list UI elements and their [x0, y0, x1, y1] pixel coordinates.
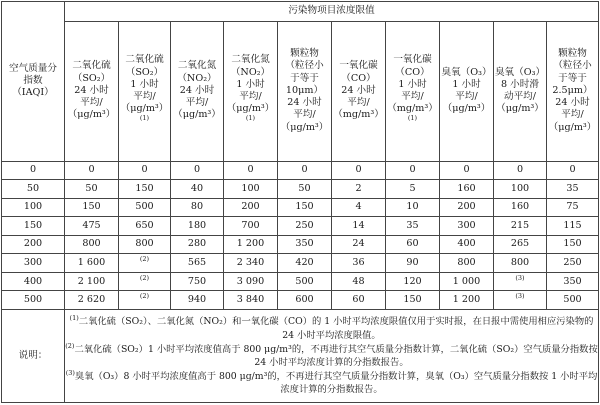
iaqi-value-cell	[2, 217, 65, 236]
cell-value: 3 090	[236, 275, 265, 287]
note-text: 二氧化硫（SO₂）1 小时平均浓度值高于 800 μg/m³的，不再进行其空气质量分指数计算，二氧化硫（SO₂）空气质量分指数按 24 小时平均浓度计算的分指数报告。	[74, 343, 598, 369]
cell-value: 0	[247, 164, 254, 176]
column-header-line: （CO）	[395, 66, 430, 78]
limit-value-cell	[494, 272, 547, 291]
column-header-line: 24 小时	[555, 97, 590, 109]
iaqi-value-cell	[2, 254, 65, 273]
cell-value: 50	[298, 182, 311, 194]
limit-value-cell	[547, 180, 599, 199]
column-header-line: （粒径小	[285, 60, 324, 72]
cell-value: 940	[187, 294, 207, 306]
column-header-line: 一氧化碳	[393, 54, 432, 66]
table-row	[2, 235, 599, 254]
cell-value: 400	[457, 238, 476, 250]
limit-value-cell	[386, 272, 440, 291]
column-header-line: （mg/m³）	[387, 103, 438, 115]
column-header-line: 平均/	[80, 97, 103, 109]
cell-value: 800	[135, 238, 154, 250]
limit-value-cell	[119, 217, 171, 236]
limit-value-cell	[494, 161, 547, 180]
limit-value-cell	[332, 254, 386, 273]
limit-value-cell	[65, 217, 119, 236]
cell-value: 2	[355, 182, 362, 194]
cell-value: 800	[510, 256, 530, 268]
cell-value: 150	[82, 201, 101, 213]
column-header-line: 24 小时	[179, 84, 215, 96]
iaqi-value-cell	[2, 291, 65, 310]
table-row	[2, 254, 599, 273]
limit-value-cell	[278, 291, 332, 310]
cell-value: 500	[563, 294, 582, 306]
limit-value-cell	[65, 198, 119, 217]
cell-value: 180	[187, 219, 207, 231]
column-header-line: 颗粒物	[558, 48, 587, 60]
limit-value-cell	[278, 272, 332, 291]
column-header-line: （μg/m³）	[496, 103, 544, 115]
limit-value-cell	[547, 161, 599, 180]
cell-value: 200	[457, 201, 476, 213]
limit-value-cell	[494, 254, 547, 273]
limit-value-cell	[440, 198, 494, 217]
limit-value-cell	[65, 272, 119, 291]
cell-value: 300	[23, 256, 43, 268]
cell-value: 350	[295, 238, 314, 250]
cell-value: 3 840	[236, 294, 265, 306]
table-row	[2, 180, 599, 199]
limit-value-cell	[171, 235, 224, 254]
cell-value: 250	[295, 219, 314, 231]
note-3	[65, 370, 598, 396]
column-header-line: 1 小时	[452, 78, 481, 90]
column-header-line: 二氧化氮	[177, 60, 217, 72]
limit-value-cell	[386, 217, 440, 236]
group-header: 污染物项目浓度限值	[65, 2, 599, 22]
cell-value: 0	[301, 164, 308, 176]
cell-value: 500	[23, 294, 43, 306]
column-header-line: （μg/m³）	[67, 109, 116, 121]
cell-value: 1 200	[236, 238, 265, 250]
column-header-6	[386, 21, 440, 161]
cell-value: 700	[241, 219, 260, 231]
cell-value: 0	[569, 164, 576, 176]
cell-value: 1 000	[452, 275, 481, 287]
cell-value: 265	[510, 238, 530, 250]
column-header-line: 平均/	[133, 91, 156, 103]
cell-value: 475	[82, 219, 101, 231]
note-ref-mark: (1)	[245, 113, 256, 122]
cell-value: 50	[85, 182, 98, 194]
column-header-4	[278, 21, 332, 161]
column-header-line: 平均/	[455, 91, 478, 103]
cell-value: 35	[566, 182, 579, 194]
column-header-line: 二氧化氮	[231, 54, 270, 66]
cell-value: 800	[457, 256, 476, 268]
column-header-line: （NO₂）	[177, 72, 217, 84]
limit-value-cell	[440, 291, 494, 310]
limit-value-cell	[171, 161, 224, 180]
limit-value-cell	[386, 180, 440, 199]
row-header-text: 空气质量分指数（IAQI）	[9, 62, 57, 99]
column-header-3	[224, 21, 278, 161]
column-header-line: 二氧化硫	[72, 60, 111, 72]
cell-value: 90	[406, 256, 419, 268]
cell-value: 60	[352, 294, 365, 306]
limit-value-cell	[171, 198, 224, 217]
table-row	[2, 198, 599, 217]
limit-value-cell	[224, 217, 278, 236]
column-header-line: （μg/m³）	[442, 103, 491, 115]
note-text: 二氧化硫（SO₂）、二氧化氮（NO₂）和一氧化碳（CO）的 1 小时平均浓度限值仅用于实时报，在日报中需使用相应污染物的 24 小时平均浓度限值。	[78, 316, 594, 341]
limit-value-cell	[440, 235, 494, 254]
cell-value: 40	[190, 182, 204, 194]
column-header-line: 2.5μm）	[552, 84, 593, 96]
cell-value: 215	[510, 219, 530, 231]
column-header-line: （SO₂）	[72, 72, 111, 84]
table-row	[2, 217, 599, 236]
limit-value-cell	[119, 180, 171, 199]
cell-value: 36	[352, 256, 365, 268]
column-header-line: （μg/m³）	[280, 121, 329, 133]
column-header-line: 平均/	[239, 91, 262, 103]
limit-value-cell	[65, 254, 119, 273]
cell-value: 400	[23, 275, 43, 287]
cell-value: 75	[566, 201, 579, 213]
limit-value-cell	[332, 180, 386, 199]
column-header-last-line	[119, 103, 170, 128]
limit-value-cell	[224, 291, 278, 310]
limit-value-cell	[440, 254, 494, 273]
limit-value-cell	[119, 254, 171, 273]
note-ref-mark: (3)	[515, 291, 525, 300]
iaqi-value-cell	[2, 180, 65, 199]
column-header-line: （μg/m³）	[120, 103, 169, 115]
limit-value-cell	[171, 217, 224, 236]
note-ref-mark: (2)	[139, 254, 150, 263]
limit-value-cell	[119, 161, 171, 180]
limit-value-cell	[224, 254, 278, 273]
column-header-line: （粒径小	[553, 60, 592, 72]
column-header-5	[332, 21, 386, 161]
limit-value-cell	[494, 235, 547, 254]
limit-value-cell	[494, 291, 547, 310]
limit-value-cell	[65, 180, 119, 199]
cell-value: 150	[295, 201, 314, 213]
limit-value-cell	[224, 235, 278, 254]
limit-value-cell	[547, 272, 599, 291]
column-header-line: 一氧化碳	[339, 60, 378, 72]
cell-value: 250	[563, 256, 582, 268]
column-header-7	[440, 21, 494, 161]
limit-value-cell	[494, 198, 547, 217]
column-header-line: 平均/	[561, 109, 584, 121]
cell-value: 0	[516, 164, 524, 176]
limit-value-cell	[224, 272, 278, 291]
limit-value-cell	[119, 235, 171, 254]
note-text: 臭氧（O₃）8 小时平均浓度值高于 800 μg/m³的，不再进行其空气质量分指数计算，臭氧（O₃）空气质量分指数按 1 小时平均浓度计算的分指数报告。	[74, 371, 598, 396]
limit-value-cell	[224, 161, 278, 180]
table-row	[2, 161, 599, 180]
cell-value: 60	[406, 238, 419, 250]
note-ref-mark: (3)	[65, 369, 75, 378]
limit-value-cell	[278, 217, 332, 236]
limit-value-cell	[278, 161, 332, 180]
cell-value: 500	[295, 275, 314, 287]
cell-value: 0	[141, 164, 148, 176]
column-header-row	[2, 21, 599, 161]
column-header-line: （μg/m³）	[548, 121, 597, 133]
limit-value-cell	[440, 180, 494, 199]
limit-value-cell	[440, 217, 494, 236]
cell-value: 80	[190, 201, 204, 213]
column-header-line: 颗粒物	[290, 48, 319, 60]
column-header-line: 于等于	[558, 72, 587, 84]
column-header-line: 二氧化硫	[125, 54, 164, 66]
limit-value-cell	[119, 272, 171, 291]
cell-value: 350	[563, 275, 582, 287]
note-1	[65, 315, 598, 341]
column-header-line: 平均/	[401, 91, 424, 103]
cell-value: 2 620	[77, 294, 106, 306]
column-header-line: （NO₂）	[230, 66, 271, 78]
column-header-line: 24 小时	[74, 84, 109, 96]
column-header-line: 24 小时	[341, 84, 376, 96]
cell-value: 150	[403, 294, 422, 306]
limit-value-cell	[171, 180, 224, 199]
limit-value-cell	[547, 198, 599, 217]
cell-value: 35	[406, 219, 419, 231]
column-header-line: 24 小时	[287, 97, 322, 109]
cell-value: 1 200	[452, 294, 481, 306]
note-ref-mark: (2)	[139, 291, 150, 300]
cell-value: 50	[26, 182, 40, 194]
column-header-line: 10μm）	[285, 84, 324, 96]
limit-value-cell	[119, 198, 171, 217]
limit-value-cell	[65, 235, 119, 254]
cell-value: 600	[295, 294, 314, 306]
limit-value-cell	[224, 198, 278, 217]
limit-value-cell	[332, 235, 386, 254]
limit-value-cell	[278, 254, 332, 273]
limit-value-cell	[332, 198, 386, 217]
cell-value: 300	[457, 219, 476, 231]
cell-value: 500	[135, 201, 154, 213]
cell-value: 150	[135, 182, 154, 194]
column-header-line: 8 小时滑	[501, 78, 539, 90]
cell-value: 200	[23, 238, 43, 250]
iaqi-value-cell	[2, 272, 65, 291]
column-header-line: （μg/m³）	[173, 109, 221, 121]
cell-value: 100	[510, 182, 530, 194]
cell-value: 0	[409, 164, 416, 176]
limit-value-cell	[332, 161, 386, 180]
column-header-9	[547, 21, 599, 161]
limit-value-cell	[332, 291, 386, 310]
cell-value: 420	[295, 256, 314, 268]
limit-value-cell	[547, 235, 599, 254]
note-ref-mark: (2)	[139, 273, 150, 282]
row-header-iaqi	[2, 2, 65, 162]
limit-value-cell	[278, 180, 332, 199]
cell-value: 0	[29, 164, 37, 176]
cell-value: 200	[241, 201, 260, 213]
limit-value-cell	[547, 217, 599, 236]
iaqi-value-cell	[2, 161, 65, 180]
limit-value-cell	[386, 235, 440, 254]
column-header-1	[119, 21, 171, 161]
column-header-line: （mg/m³）	[333, 109, 384, 121]
cell-value: 0	[355, 164, 362, 176]
limit-value-cell	[224, 180, 278, 199]
cell-value: 0	[463, 164, 470, 176]
cell-value: 150	[23, 219, 43, 231]
limit-value-cell	[65, 291, 119, 310]
column-header-line: 平均/	[185, 97, 209, 109]
column-header-2	[171, 21, 224, 161]
cell-value: 120	[403, 275, 422, 287]
column-header-last-line	[386, 103, 439, 128]
note-ref-mark: (1)	[407, 113, 418, 122]
limit-value-cell	[440, 272, 494, 291]
note-ref-mark: (1)	[69, 314, 79, 323]
column-header-8	[494, 21, 547, 161]
cell-value: 650	[135, 219, 154, 231]
column-header-line: 1 小时	[236, 78, 265, 90]
limit-value-cell	[171, 291, 224, 310]
limit-value-cell	[278, 235, 332, 254]
column-header-last-line	[224, 103, 277, 128]
column-header-line: （CO）	[341, 72, 376, 84]
limit-value-cell	[440, 161, 494, 180]
cell-value: 750	[187, 275, 207, 287]
cell-value: 0	[88, 164, 95, 176]
cell-value: 4	[355, 201, 362, 213]
limit-value-cell	[332, 217, 386, 236]
note-2	[65, 343, 598, 369]
column-header-line: （SO₂）	[125, 66, 164, 78]
column-header-line: 1 小时	[130, 78, 159, 90]
note-ref-mark: (1)	[139, 113, 150, 122]
column-header-0	[65, 21, 119, 161]
limit-value-cell	[332, 272, 386, 291]
limit-value-cell	[547, 254, 599, 273]
note-ref-mark: (3)	[515, 273, 525, 282]
cell-value: 800	[82, 238, 101, 250]
column-header-line: 于等于	[290, 72, 319, 84]
table-row	[2, 272, 599, 291]
limit-value-cell	[547, 291, 599, 310]
cell-value: 280	[187, 238, 207, 250]
cell-value: 565	[187, 256, 207, 268]
cell-value: 2 340	[236, 256, 265, 268]
column-header-line: 臭氧（O₃）	[494, 66, 546, 78]
limit-value-cell	[65, 161, 119, 180]
cell-value: 150	[563, 238, 582, 250]
limit-value-cell	[171, 272, 224, 291]
limit-value-cell	[386, 254, 440, 273]
iaqi-value-cell	[2, 198, 65, 217]
cell-value: 160	[457, 182, 476, 194]
column-header-line: 臭氧（O₃）	[441, 66, 492, 78]
column-header-line: 平均/	[347, 97, 370, 109]
table-row	[2, 291, 599, 310]
limit-value-cell	[171, 254, 224, 273]
limit-value-cell	[494, 180, 547, 199]
cell-value: 0	[193, 164, 201, 176]
iaqi-table	[1, 1, 599, 403]
cell-value: 2 100	[77, 275, 106, 287]
column-header-line: （μg/m³）	[226, 103, 275, 115]
note-ref-mark: (2)	[65, 341, 75, 350]
cell-value: 100	[241, 182, 260, 194]
limit-value-cell	[119, 291, 171, 310]
cell-value: 10	[406, 201, 419, 213]
cell-value: 160	[510, 201, 530, 213]
explain-label: 说明：	[2, 310, 65, 403]
data-body	[2, 161, 599, 310]
cell-value: 14	[352, 219, 365, 231]
column-header-line: 1 小时	[398, 78, 427, 90]
cell-value: 48	[352, 275, 365, 287]
limit-value-cell	[386, 161, 440, 180]
limit-value-cell	[494, 217, 547, 236]
iaqi-value-cell	[2, 235, 65, 254]
limit-value-cell	[278, 198, 332, 217]
cell-value: 115	[563, 219, 582, 231]
column-header-line: 平均/	[293, 109, 316, 121]
limit-value-cell	[386, 291, 440, 310]
cell-value: 100	[23, 201, 43, 213]
notes-cell	[65, 310, 599, 403]
limit-value-cell	[386, 198, 440, 217]
cell-value: 1 600	[77, 256, 106, 268]
cell-value: 5	[409, 182, 416, 194]
cell-value: 24	[352, 238, 365, 250]
column-header-line: 动平均/	[503, 91, 536, 103]
